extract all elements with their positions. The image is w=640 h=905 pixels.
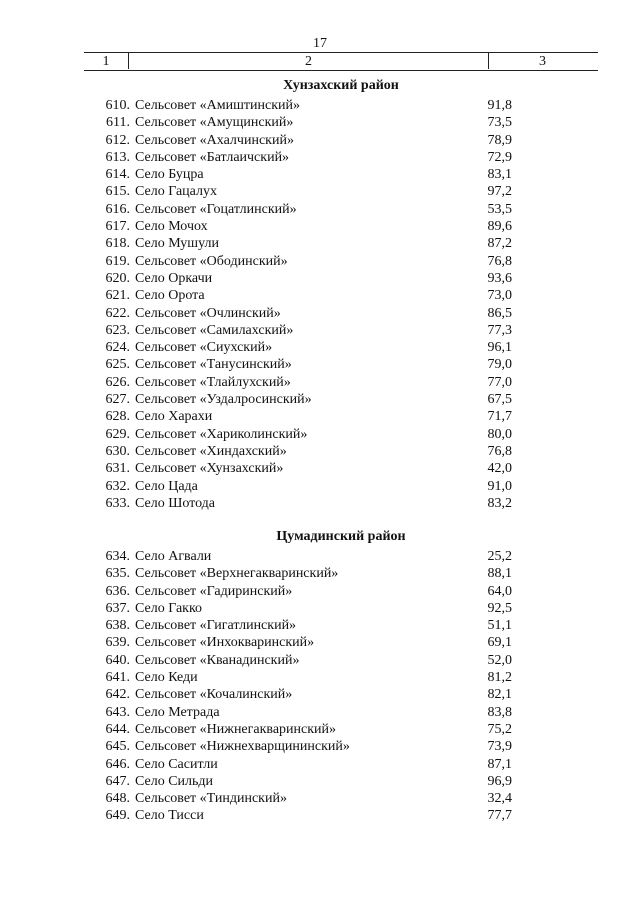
section-khunzakh: [84, 75, 598, 512]
row-name: Сельсовет «Очлинский»: [135, 305, 281, 321]
row-number: 636.: [105, 583, 130, 599]
row-value: 81,2: [487, 670, 512, 686]
table-row: [84, 149, 598, 166]
table-row: [84, 391, 598, 408]
row-number: 631.: [105, 461, 130, 477]
row-name: Село Гакко: [135, 600, 203, 616]
row-name: Сельсовет «Хунзахский»: [135, 461, 284, 477]
table-row: [84, 565, 598, 582]
row-number: 618.: [105, 236, 130, 252]
row-value: 78,9: [487, 132, 512, 148]
row-name: Сельсовет «Самилахский»: [135, 322, 294, 338]
table-row: [84, 617, 598, 634]
row-value: 64,0: [487, 583, 512, 599]
table-row: [84, 183, 598, 200]
row-number: 638.: [105, 618, 130, 634]
row-value: 83,8: [487, 704, 512, 720]
row-number: 613.: [105, 149, 130, 165]
table-row: [84, 807, 598, 824]
row-name: Село Мушули: [135, 236, 219, 252]
row-value: 77,7: [487, 808, 512, 824]
row-number: 626.: [105, 374, 130, 390]
table-row: [84, 287, 598, 304]
table-row: [84, 305, 598, 322]
table-row: [84, 704, 598, 721]
section-rows: [84, 97, 598, 512]
row-name: Село Шотода: [135, 495, 216, 511]
table-row: [84, 756, 598, 773]
table-row: [84, 235, 598, 252]
row-number: 635.: [105, 566, 130, 582]
row-name: Сельсовет «Танусинский»: [135, 357, 292, 373]
row-value: 51,1: [487, 618, 512, 634]
table-row: [84, 132, 598, 149]
table-row: [84, 721, 598, 738]
section-title: Цумадинский район: [276, 529, 406, 544]
row-number: 645.: [105, 739, 130, 755]
row-number: 612.: [105, 132, 130, 148]
row-number: 616.: [105, 201, 130, 217]
table-row: [84, 652, 598, 669]
row-number: 611.: [106, 115, 130, 131]
row-number: 630.: [105, 443, 130, 459]
row-name: Село Саситли: [135, 756, 218, 772]
row-name: Село Метрада: [135, 704, 220, 720]
table-row: [84, 669, 598, 686]
row-number: 641.: [105, 670, 130, 686]
row-value: 82,1: [487, 687, 512, 703]
row-number: 628.: [105, 409, 130, 425]
row-name: Сельсовет «Кочалинский»: [135, 687, 293, 703]
table-row: [84, 426, 598, 443]
row-name: Сельсовет «Сиухский»: [135, 340, 273, 356]
row-value: 32,4: [487, 791, 512, 807]
row-value: 52,0: [487, 652, 512, 668]
row-name: Сельсовет «Нижнехварщининский»: [135, 739, 350, 755]
row-value: 91,8: [487, 98, 512, 113]
table-row: [84, 548, 598, 565]
row-name: Сельсовет «Тиндинский»: [135, 791, 287, 807]
row-value: 79,0: [487, 357, 512, 373]
table-row: [84, 322, 598, 339]
row-number: 625.: [105, 357, 130, 373]
row-name: Село Гацалух: [135, 184, 217, 200]
table-row: [84, 114, 598, 131]
row-name: Сельсовет «Ахалчинский»: [135, 132, 294, 148]
table-row: [84, 773, 598, 790]
table-row: [84, 634, 598, 651]
table-row: [84, 478, 598, 495]
row-value: 71,7: [487, 409, 512, 425]
table-row: [84, 443, 598, 460]
row-name: Сельсовет «Нижнегакваринский»: [135, 721, 337, 737]
row-value: 93,6: [487, 270, 512, 286]
row-value: 89,6: [487, 219, 512, 235]
row-number: 634.: [105, 549, 130, 564]
row-number: 633.: [105, 495, 130, 511]
table-header: [84, 52, 598, 71]
row-name: Село Буцра: [135, 167, 204, 183]
row-value: 72,9: [487, 149, 512, 165]
row-name: Село Мочох: [135, 219, 208, 235]
row-name: Сельсовет «Уздалросинский»: [135, 392, 312, 408]
row-name: Сельсовет «Инхокваринский»: [135, 635, 315, 651]
table-row: [84, 218, 598, 235]
table-row: [84, 339, 598, 356]
table-row: [84, 583, 598, 600]
table-row: [84, 686, 598, 703]
row-value: 76,8: [487, 253, 512, 269]
row-value: 87,1: [487, 756, 512, 772]
row-value: 73,0: [487, 288, 512, 304]
section-tsumada: [84, 526, 598, 825]
row-value: 75,2: [487, 721, 512, 737]
row-value: 77,0: [487, 374, 512, 390]
section-rows: [84, 548, 598, 825]
row-number: 647.: [105, 773, 130, 789]
row-name: Село Оркачи: [135, 270, 213, 286]
row-value: 96,1: [487, 340, 512, 356]
row-value: 77,3: [487, 322, 512, 338]
header-col-3: 3: [539, 54, 546, 69]
row-value: 73,5: [487, 115, 512, 131]
row-value: 76,8: [487, 443, 512, 459]
row-number: 629.: [105, 426, 130, 442]
table-row: [84, 97, 598, 114]
row-value: 83,2: [487, 495, 512, 511]
row-name: Село Кеди: [135, 670, 198, 686]
row-number: 640.: [105, 652, 130, 668]
row-number: 643.: [105, 704, 130, 720]
table-row: [84, 495, 598, 512]
row-number: 621.: [105, 288, 130, 304]
row-name: Сельсовет «Тлайлухский»: [135, 374, 291, 390]
section-title: Хунзахский район: [283, 78, 399, 93]
header-col-2: 2: [128, 53, 489, 69]
table-row: [84, 374, 598, 391]
row-name: Сельсовет «Хариколинский»: [135, 426, 308, 442]
row-value: 73,9: [487, 739, 512, 755]
row-name: Сельсовет «Гадиринский»: [135, 583, 293, 599]
row-number: 632.: [105, 478, 130, 494]
row-name: Село Харахи: [135, 409, 213, 425]
row-name: Сельсовет «Гоцатлинский»: [135, 201, 297, 217]
table-row: [84, 270, 598, 287]
table-row: [84, 201, 598, 218]
row-number: 614.: [105, 167, 130, 183]
row-number: 627.: [105, 392, 130, 408]
row-name: Сельсовет «Батлаичский»: [135, 149, 290, 165]
row-value: 53,5: [487, 201, 512, 217]
row-name: Село Орота: [135, 288, 205, 304]
row-name: Сельсовет «Амущинский»: [135, 115, 294, 131]
table-row: [84, 253, 598, 270]
row-number: 623.: [105, 322, 130, 338]
table-row: [84, 600, 598, 617]
row-number: 642.: [105, 687, 130, 703]
row-number: 644.: [105, 721, 130, 737]
row-number: 622.: [105, 305, 130, 321]
row-number: 639.: [105, 635, 130, 651]
row-number: 649.: [105, 808, 130, 824]
row-value: 88,1: [487, 566, 512, 582]
header-col-1: 1: [102, 54, 110, 69]
row-value: 69,1: [487, 635, 512, 651]
row-name: Село Цада: [135, 478, 198, 494]
row-name: Сельсовет «Гигатлинский»: [135, 618, 297, 634]
table-row: [84, 408, 598, 425]
row-name: Сельсовет «Верхнегакваринский»: [135, 566, 339, 582]
row-value: 92,5: [487, 600, 512, 616]
row-name: Село Агвали: [135, 549, 212, 564]
row-name: Село Сильди: [135, 773, 214, 789]
row-value: 25,2: [487, 549, 512, 564]
row-number: 617.: [105, 219, 130, 235]
row-number: 624.: [105, 340, 130, 356]
row-value: 96,9: [487, 773, 512, 789]
table-row: [84, 738, 598, 755]
row-number: 619.: [105, 253, 130, 269]
row-name: Сельсовет «Хиндахский»: [135, 443, 287, 459]
row-name: Сельсовет «Кванадинский»: [135, 652, 300, 668]
table-row: [84, 356, 598, 373]
row-number: 620.: [105, 270, 130, 286]
page-number: 17: [313, 36, 327, 51]
row-number: 648.: [105, 791, 130, 807]
row-value: 67,5: [487, 392, 512, 408]
row-value: 86,5: [487, 305, 512, 321]
table-row: [84, 790, 598, 807]
row-name: Сельсовет «Ободинский»: [135, 253, 288, 269]
row-number: 646.: [105, 756, 130, 772]
row-number: 615.: [105, 184, 130, 200]
row-name: Село Тисси: [135, 808, 204, 824]
row-value: 80,0: [487, 426, 512, 442]
row-value: 97,2: [487, 184, 512, 200]
row-value: 87,2: [487, 236, 512, 252]
table-row: [84, 166, 598, 183]
row-value: 83,1: [487, 167, 512, 183]
table-row: [84, 460, 598, 477]
row-name: Сельсовет «Амиштинский»: [135, 98, 301, 113]
row-number: 610.: [105, 98, 130, 113]
row-value: 91,0: [487, 478, 512, 494]
row-value: 42,0: [487, 461, 512, 477]
row-number: 637.: [105, 600, 130, 616]
